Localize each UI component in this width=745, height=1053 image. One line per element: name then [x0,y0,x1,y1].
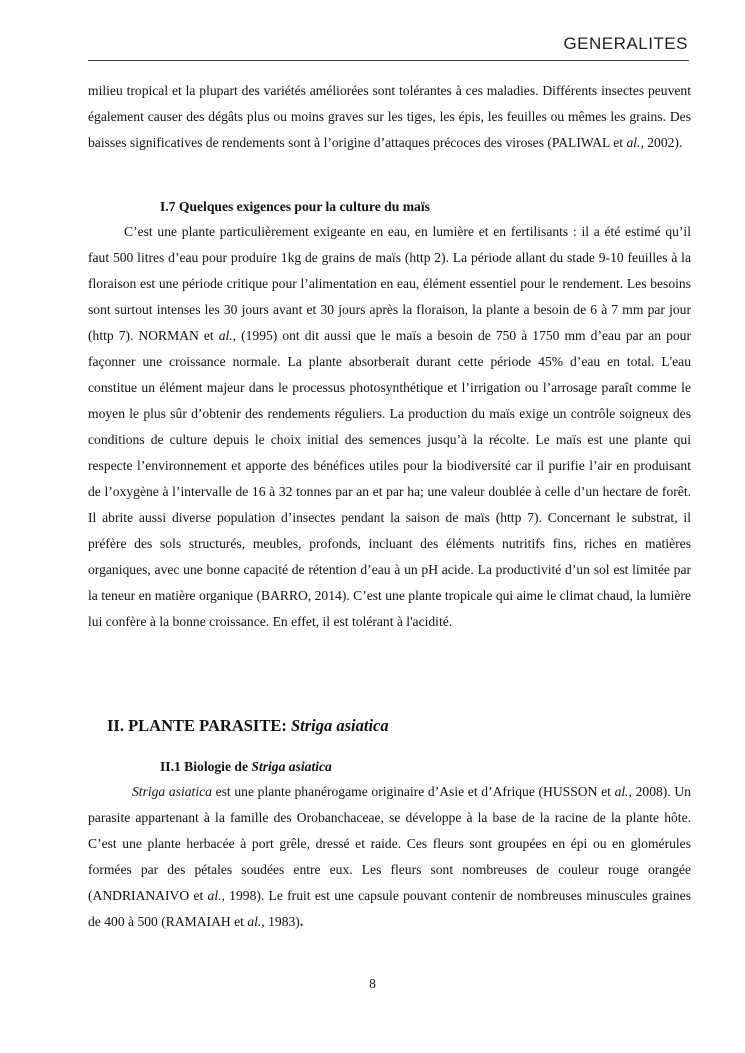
section-heading-ii-species: Striga asiatica [290,716,389,735]
paragraph-top-end: , 2002). [640,135,683,150]
section-heading-ii1 [160,757,332,777]
running-title: GENERALITES [563,34,688,53]
paragraph-i7 [88,219,691,635]
citation-etal: al. [626,135,641,150]
section-heading-ii-prefix: II. PLANTE PARASITE: [107,716,291,735]
section-heading-i7: I.7 Quelques exigences pour la culture du maïs [160,199,430,214]
paragraph-ii1-text-2: 2008). Un parasite appartenant à la famille des Orobanchaceae, se développe à la base de la racine de la plante hôte. C’est une plante herbacée à port grêle, dressé et raide. Ces fleurs sont groupées en épi ou en glomérules formées par des pétales soudées entre eux. Les fleurs sont nombreuses de couleur rouge orangée (ANDRIANAIVO et [88,784,691,903]
paragraph-top [88,78,691,156]
citation-etal: al., [247,914,265,929]
citation-etal: al., [614,784,632,799]
citation-etal: al. [218,328,233,343]
section-heading-ii1-prefix: II.1 Biologie de [160,759,252,774]
paragraph-top-text: milieu tropical et la plupart des variétés améliorées sont tolérantes à ces maladies. Différents insectes peuvent également causer des dégâts plus ou moins graves sur les tiges, les épis, les feuilles ou mêmes les grains. Des baisses significatives de rendements sont à l’origine d’attaques précoces des viroses (PALIWAL et [88,83,691,150]
paragraph-ii1-text-3: 1998). Le fruit est une capsule pouvant contenir de nombreuses minuscules graines de 400 à 500 (RAMAIAH et [88,888,691,929]
paragraph-ii1-end: . [299,914,304,929]
citation-etal: al., [207,888,225,903]
paragraph-ii1 [88,779,691,935]
section-heading-ii1-species: Striga asiatica [251,759,332,774]
section-heading-ii [107,715,389,737]
paragraph-i7-text-a: C’est une plante particulièrement exigeante en eau, en lumière et en fertilisants : il a été estimé qu’il faut 500 litres d’eau pour produire 1kg de grains de maïs (http 2). La période allant du stade 9-10 feuilles à la floraison est une période critique pour l’alimentation en eau, élément essentiel pour le rendement. Les besoins sont surtout intenses les 30 jours avant et 30 jours après la floraison, la plante a besoin de 6 à 7 mm par jour (http 7). NORMAN et [88,224,691,343]
species-name: Striga asiatica [132,784,212,799]
paragraph-ii1-text-1: est une plante phanérogame originaire d’Asie et d’Afrique (HUSSON et [211,784,615,799]
header-rule [88,60,689,61]
paragraph-i7-text-b: , (1995) ont dit aussi que le maïs a besoin de 750 à 1750 mm d’eau par an pour façonner une croissance normale. La plante absorberait durant cette période 45% d’eau en total. L'eau constitue un élément majeur dans le processus photosynthétique et l’irrigation ou l’arrosage paraît comme le moyen le plus sûr d’obtenir des rendements réguliers. La production du maïs exige un contrôle soigneux des conditions de culture depuis le choix initial des semences jusqu’à la récolte. Le maïs est une plante qui respecte l’environnement et apporte des bénéfices utiles pour la biodiversité car il purifie l’air en produisant de l’oxygène à l’intervalle de 16 à 32 tonnes par an et par ha; une valeur doublée à celle d’un hectare de forêt. Il abrite aussi diverse population d’insectes pendant la saison de maïs (http 7). Concernant le substrat, il préfère des sols structurés, meubles, profonds, incluant des éléments nutritifs fins, riches en matières organiques, avec une bonne capacité de rétention d’eau à un pH acide. La productivité d’un sol est limitée par la teneur en matière organique (BARRO, 2014). C’est une plante tropicale qui aime le climat chaud, la lumière lui confère à la bonne croissance. En effet, il est tolérant à l'acidité. [88,328,691,629]
page-number: 8 [369,976,376,991]
paragraph-ii1-text-4: 1983) [264,914,300,929]
